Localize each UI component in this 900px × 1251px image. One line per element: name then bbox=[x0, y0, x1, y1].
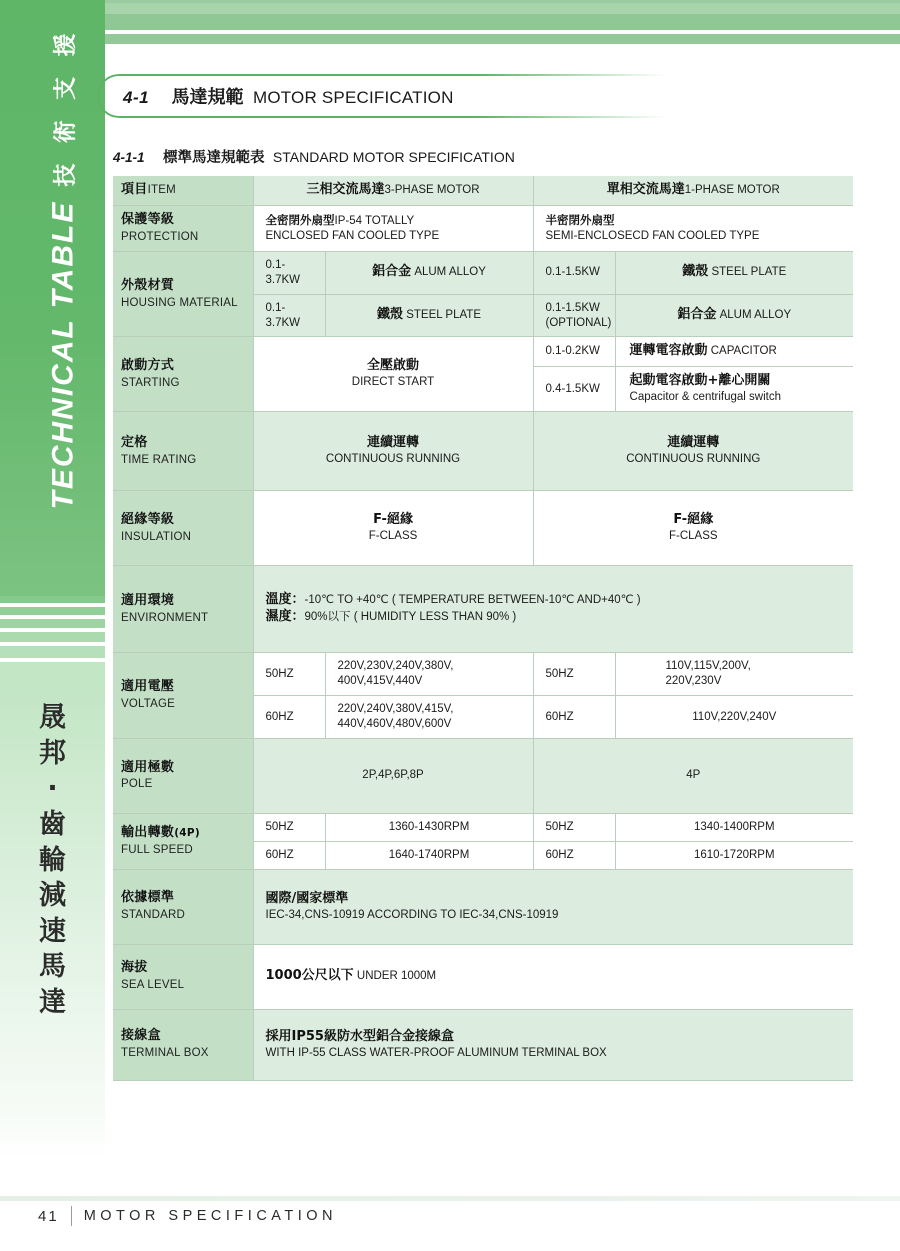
row-label-en: FULL SPEED bbox=[121, 843, 193, 856]
housing-1phase-en-b: ALUM ALLOY bbox=[719, 309, 792, 322]
row-label-cn: 絕緣等級 bbox=[121, 511, 175, 527]
left-sidebar bbox=[0, 0, 105, 1251]
cell-fullspeed-1phase-50: 1340-1400RPM bbox=[615, 813, 853, 841]
cell-environment bbox=[253, 566, 853, 653]
row-label-en: VOLTAGE bbox=[121, 698, 176, 711]
header-1phase-cn: 單相交流馬達 bbox=[606, 182, 685, 197]
row-label-cn: 適用極數 bbox=[121, 759, 175, 775]
cell-pole-1phase: 4P bbox=[533, 738, 853, 813]
row-label-en: STANDARD bbox=[121, 909, 186, 922]
subsection-number: 4-1-1 bbox=[113, 150, 145, 165]
insulation-3phase-cn: F-絕緣 bbox=[373, 512, 413, 528]
cell-time-rating-1phase bbox=[533, 412, 853, 491]
protection-1phase-en2: SEMI-ENCLOSECD FAN COOLED TYPE bbox=[545, 229, 760, 242]
cell-insulation-3phase bbox=[253, 491, 533, 566]
housing-1phase-cn-b: 鋁合金 bbox=[677, 307, 717, 323]
table-row-time-rating bbox=[113, 412, 853, 491]
row-label-fullspeed bbox=[113, 813, 253, 869]
sidebar-title-en: TECHNICAL TABLE bbox=[46, 200, 79, 510]
cell-protection-1phase bbox=[533, 205, 853, 251]
section-header bbox=[105, 74, 900, 120]
cell-housing-3phase-a bbox=[325, 251, 533, 294]
cell-time-rating-3phase bbox=[253, 412, 533, 491]
fullspeed-1phase-hz-60: 60HZ bbox=[533, 841, 615, 869]
row-label-protection bbox=[113, 205, 253, 251]
table-row-pole bbox=[113, 738, 853, 813]
page-number: 41 bbox=[38, 1207, 59, 1225]
row-label-en: SEA LEVEL bbox=[121, 979, 185, 992]
subsection-title-en: STANDARD MOTOR SPECIFICATION bbox=[272, 149, 515, 165]
page-content bbox=[105, 52, 900, 1081]
voltage-1phase-hz-60: 60HZ bbox=[533, 696, 615, 739]
row-label-en: HOUSING MATERIAL bbox=[121, 296, 238, 309]
footer-title: MOTOR SPECIFICATION bbox=[83, 1208, 338, 1224]
terminal-box-cn: 採用IP55級防水型鋁合金接線盒 bbox=[265, 1028, 454, 1044]
row-label-en: STARTING bbox=[121, 376, 180, 389]
section-title-en: MOTOR SPECIFICATION bbox=[252, 88, 454, 107]
time-rating-3phase-en: CONTINUOUS RUNNING bbox=[325, 453, 461, 466]
starting-1phase-en-a: CAPACITOR bbox=[710, 345, 777, 358]
motor-specification-table bbox=[113, 176, 853, 1081]
starting-3phase-cn: 全壓啟動 bbox=[367, 358, 420, 374]
cell-housing-1phase-a bbox=[615, 251, 853, 294]
cell-sea-level bbox=[253, 944, 853, 1009]
cell-starting-1phase-a bbox=[615, 337, 853, 367]
fullspeed-3phase-hz-60: 60HZ bbox=[253, 841, 325, 869]
voltage-1phase-50-l2: 220V,230V bbox=[665, 675, 722, 688]
protection-3phase-en2: ENCLOSED FAN COOLED TYPE bbox=[265, 229, 440, 242]
housing-1phase-kw-a: 0.1-1.5KW bbox=[533, 251, 615, 294]
table-row-starting-a bbox=[113, 337, 853, 367]
cell-terminal-box bbox=[253, 1009, 853, 1080]
environment-temp-cn: 溫度： bbox=[265, 592, 305, 608]
row-label-voltage bbox=[113, 653, 253, 739]
brand-char: · bbox=[47, 773, 58, 805]
voltage-3phase-60-l1: 220V,240V,380V,415V, bbox=[337, 703, 454, 716]
row-label-en: POLE bbox=[121, 778, 153, 791]
housing-1phase-kw-b-l2: (OPTIONAL) bbox=[545, 316, 612, 329]
row-label-terminal-box bbox=[113, 1009, 253, 1080]
row-label-en: INSULATION bbox=[121, 530, 192, 543]
cell-voltage-3phase-50 bbox=[325, 653, 533, 696]
protection-3phase-en1: IP-54 TOTALLY bbox=[334, 214, 415, 227]
voltage-1phase-50-l1: 110V,115V,200V, bbox=[665, 660, 751, 673]
header-1phase-cell bbox=[533, 176, 853, 205]
row-label-cn-sub: (4P) bbox=[174, 826, 201, 839]
cell-housing-1phase-b bbox=[615, 294, 853, 337]
row-label-cn-main: 輸出轉數 bbox=[121, 824, 175, 840]
table-row-environment bbox=[113, 566, 853, 653]
insulation-1phase-en: F-CLASS bbox=[668, 530, 718, 543]
top-decorative-band bbox=[105, 0, 900, 52]
brand-char: 減 bbox=[39, 880, 66, 912]
page-footer bbox=[38, 1206, 337, 1226]
row-label-cn: 適用環境 bbox=[121, 592, 175, 608]
housing-3phase-en-b: STEEL PLATE bbox=[406, 309, 481, 322]
housing-1phase-kw-b bbox=[533, 294, 615, 337]
starting-1phase-kw-b: 0.4-1.5KW bbox=[533, 367, 615, 412]
brand-char: 晟 bbox=[39, 702, 66, 733]
row-label-cn: 定格 bbox=[121, 434, 148, 450]
row-label-insulation bbox=[113, 491, 253, 566]
voltage-1phase-hz-50: 50HZ bbox=[533, 653, 615, 696]
time-rating-1phase-cn: 連續運轉 bbox=[667, 435, 720, 451]
header-1phase-en: 1-PHASE MOTOR bbox=[684, 184, 780, 196]
time-rating-3phase-cn: 連續運轉 bbox=[367, 435, 420, 451]
voltage-3phase-50-l1: 220V,230V,240V,380V, bbox=[337, 660, 454, 673]
sidebar-rotated-title bbox=[11, 0, 106, 510]
cell-standard bbox=[253, 869, 853, 944]
terminal-box-en: WITH IP-55 CLASS WATER-PROOF ALUMINUM TERMINAL BOX bbox=[265, 1046, 607, 1059]
row-label-cn bbox=[121, 825, 245, 842]
cell-insulation-1phase bbox=[533, 491, 853, 566]
subsection-header bbox=[113, 146, 900, 167]
sea-level-en: UNDER 1000M bbox=[356, 970, 437, 983]
fullspeed-3phase-hz-50: 50HZ bbox=[253, 813, 325, 841]
row-label-environment bbox=[113, 566, 253, 653]
row-label-cn: 接線盒 bbox=[121, 1028, 161, 1044]
starting-1phase-cn-b: 起動電容啟動+離心開關 bbox=[629, 373, 771, 389]
voltage-3phase-hz-60: 60HZ bbox=[253, 696, 325, 739]
table-header-row bbox=[113, 176, 853, 205]
cell-starting-1phase-b bbox=[615, 367, 853, 412]
starting-3phase-en: DIRECT START bbox=[351, 376, 435, 389]
housing-3phase-kw-b: 0.1-3.7KW bbox=[253, 294, 325, 337]
brand-char: 速 bbox=[39, 915, 66, 947]
starting-1phase-kw-a: 0.1-0.2KW bbox=[533, 337, 615, 367]
row-label-standard bbox=[113, 869, 253, 944]
row-label-en: TIME RATING bbox=[121, 453, 197, 466]
row-label-en: ENVIRONMENT bbox=[121, 611, 209, 624]
cell-pole-3phase: 2P,4P,6P,8P bbox=[253, 738, 533, 813]
table-row-fullspeed-50hz bbox=[113, 813, 853, 841]
sidebar-brand-vertical bbox=[0, 700, 105, 1021]
row-label-housing bbox=[113, 251, 253, 337]
table-row-terminal-box bbox=[113, 1009, 853, 1080]
sidebar-stripe-band bbox=[0, 596, 105, 692]
voltage-3phase-60-l2: 440V,460V,480V,600V bbox=[337, 718, 452, 730]
cell-voltage-3phase-60 bbox=[325, 696, 533, 739]
row-label-pole bbox=[113, 738, 253, 813]
row-label-sea-level bbox=[113, 944, 253, 1009]
sidebar-bottom-white bbox=[0, 1155, 105, 1251]
housing-1phase-kw-b-l1: 0.1-1.5KW bbox=[545, 301, 600, 314]
starting-1phase-cn-a: 運轉電容啟動 bbox=[629, 343, 708, 359]
housing-1phase-en-a: STEEL PLATE bbox=[711, 266, 787, 279]
footer-rule bbox=[0, 1196, 900, 1201]
row-label-cn: 依據標準 bbox=[121, 890, 175, 906]
sea-level-cn: 1000公尺以下 bbox=[265, 968, 354, 984]
table-row-protection bbox=[113, 205, 853, 251]
cell-housing-3phase-b bbox=[325, 294, 533, 337]
row-label-en: TERMINAL BOX bbox=[121, 1047, 209, 1060]
section-header-text bbox=[123, 83, 454, 109]
brand-char: 達 bbox=[39, 987, 66, 1018]
subsection-title-cn: 標準馬達規範表 bbox=[162, 150, 265, 166]
header-item-cell bbox=[113, 176, 253, 205]
brand-char: 馬 bbox=[39, 951, 66, 983]
protection-3phase-cn: 全密閉外扇型 bbox=[265, 212, 335, 227]
cell-voltage-1phase-60: 110V,220V,240V bbox=[615, 696, 853, 739]
housing-1phase-cn-a: 鐵殼 bbox=[682, 264, 709, 280]
brand-char: 邦 bbox=[39, 737, 66, 769]
section-number: 4-1 bbox=[123, 88, 150, 107]
row-label-time-rating bbox=[113, 412, 253, 491]
brand-char: 輪 bbox=[39, 844, 66, 876]
row-label-cn: 保護等級 bbox=[121, 211, 175, 227]
starting-1phase-en-b: Capacitor & centrifugal switch bbox=[629, 391, 781, 404]
cell-protection-3phase bbox=[253, 205, 533, 251]
header-3phase-cn: 三相交流馬達 bbox=[306, 182, 385, 197]
standard-en: IEC-34,CNS-10919 ACCORDING TO IEC-34,CNS-10919 bbox=[265, 908, 559, 921]
cell-voltage-1phase-50 bbox=[615, 653, 853, 696]
fullspeed-1phase-hz-50: 50HZ bbox=[533, 813, 615, 841]
time-rating-1phase-en: CONTINUOUS RUNNING bbox=[626, 453, 761, 466]
insulation-3phase-en: F-CLASS bbox=[368, 530, 418, 543]
table-row-standard bbox=[113, 869, 853, 944]
housing-3phase-kw-a: 0.1-3.7KW bbox=[253, 251, 325, 294]
housing-3phase-cn-b: 鐵殼 bbox=[377, 307, 404, 323]
standard-cn: 國際/國家標準 bbox=[265, 890, 349, 906]
voltage-3phase-50-l2: 400V,415V,440V bbox=[337, 675, 423, 688]
housing-3phase-en-a: ALUM ALLOY bbox=[414, 266, 486, 279]
environment-humid-cn: 濕度： bbox=[265, 609, 305, 625]
environment-humid-en: 90%以下 ( HUMIDITY LESS THAN 90% ) bbox=[304, 611, 517, 624]
header-item-en: ITEM bbox=[147, 184, 176, 196]
footer-divider bbox=[71, 1206, 72, 1226]
table-row-housing-a bbox=[113, 251, 853, 294]
row-label-en: PROTECTION bbox=[121, 230, 199, 243]
protection-1phase-cn: 半密閉外扇型 bbox=[545, 212, 615, 227]
table-row-insulation bbox=[113, 491, 853, 566]
table-row-voltage-50hz bbox=[113, 653, 853, 696]
cell-fullspeed-3phase-60: 1640-1740RPM bbox=[325, 841, 533, 869]
environment-temp-en: -10℃ TO +40℃ ( TEMPERATURE BETWEEN-10℃ AND+40℃ ) bbox=[304, 594, 641, 607]
header-3phase-cell bbox=[253, 176, 533, 205]
row-label-starting bbox=[113, 337, 253, 412]
section-title-cn: 馬達規範 bbox=[171, 87, 244, 108]
row-label-cn: 適用電壓 bbox=[121, 679, 175, 695]
insulation-1phase-cn: F-絕緣 bbox=[673, 512, 714, 528]
voltage-3phase-hz-50: 50HZ bbox=[253, 653, 325, 696]
header-3phase-en: 3-PHASE MOTOR bbox=[384, 184, 480, 196]
cell-starting-3phase bbox=[253, 337, 533, 412]
sidebar-title-cn: 技 術 支 援 bbox=[51, 26, 78, 187]
row-label-cn: 外殼材質 bbox=[121, 277, 175, 293]
table-row-sea-level bbox=[113, 944, 853, 1009]
row-label-cn: 海拔 bbox=[121, 960, 148, 976]
housing-3phase-cn-a: 鋁合金 bbox=[372, 264, 412, 280]
row-label-cn: 啟動方式 bbox=[121, 357, 175, 373]
cell-fullspeed-1phase-60: 1610-1720RPM bbox=[615, 841, 853, 869]
header-item-cn: 項目 bbox=[121, 182, 148, 197]
brand-char: 齒 bbox=[39, 808, 66, 840]
cell-fullspeed-3phase-50: 1360-1430RPM bbox=[325, 813, 533, 841]
